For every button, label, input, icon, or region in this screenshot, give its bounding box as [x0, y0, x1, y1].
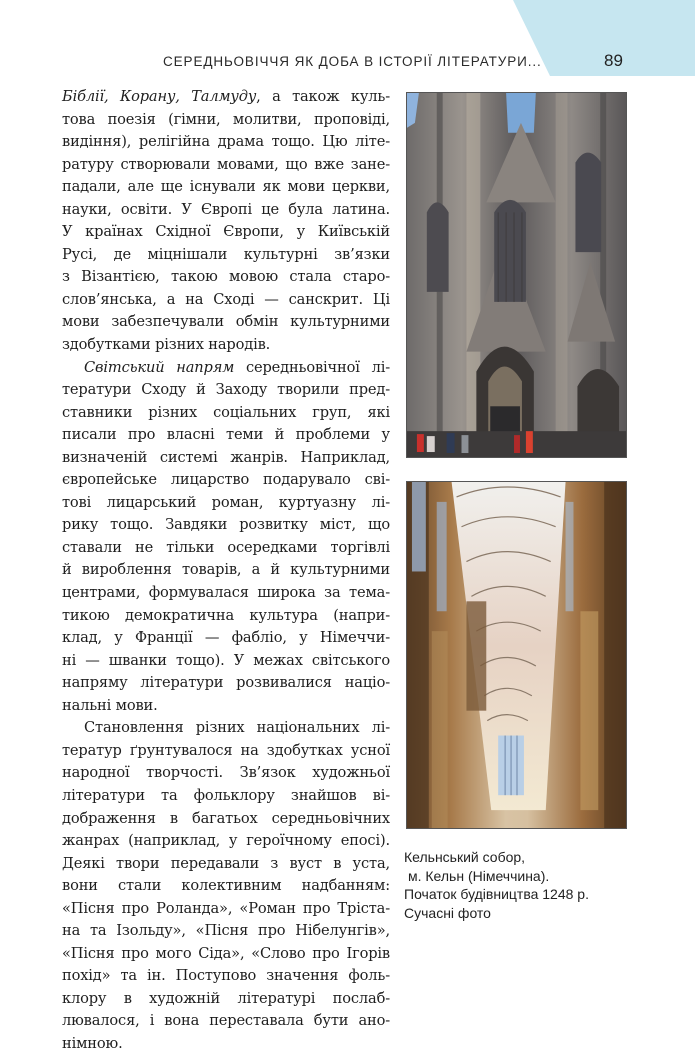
text-line: [62, 311, 390, 334]
text-line: [62, 943, 390, 966]
line-text: ставники різних соціальних груп, які: [62, 403, 390, 421]
line-text: ні — шванки тощо). У межах світського: [62, 651, 390, 669]
text-line: [62, 695, 390, 718]
text-line: [62, 808, 390, 831]
line-text: клад, у Франції — фабліо, у Німеччи-: [62, 629, 390, 647]
line-text: напряму літератури розвивалися націо-: [62, 674, 390, 692]
line-text: ставали не тільки осередками торгівлі: [62, 538, 390, 556]
text-line: [62, 154, 390, 177]
text-line: [62, 830, 390, 853]
body-text: [62, 86, 390, 1056]
text-line: [62, 920, 390, 943]
line-text: науки, освіти. У Європі це була латина.: [62, 200, 390, 218]
text-line: [62, 199, 390, 222]
page-number: 89: [604, 51, 623, 70]
paragraph: [62, 717, 390, 1055]
line-text: здобутками різних народів.: [62, 336, 271, 354]
figure-caption: [404, 848, 664, 922]
line-text: центрами, формувалася широка за тема-: [62, 584, 390, 602]
line-text: похід» та ін. Поступово значення фоль-: [62, 967, 390, 985]
line-text: Становлення різних національних лі-: [84, 719, 390, 737]
line-text: «Пісня про мого Сіда», «Слово про Ігорів: [62, 944, 390, 962]
line-text: лювалося, і вона переставала бути ано-: [62, 1012, 390, 1030]
text-line: [62, 492, 390, 515]
line-text: німною.: [62, 1034, 123, 1052]
line-text: дображення в багатьох середньовічних: [62, 809, 390, 827]
line-text: писали про власні теми й проблеми у: [62, 426, 390, 444]
line-text: вони стали колективним надбанням:: [62, 877, 390, 895]
text-line: [62, 762, 390, 785]
text-line: [62, 740, 390, 763]
text-line: [62, 1010, 390, 1033]
line-text: «Пісня про Роланда», «Роман про Трiста-: [62, 899, 390, 917]
text-line: [62, 379, 390, 402]
text-line: [62, 537, 390, 560]
running-title: СЕРЕДНЬОВІЧЧЯ ЯК ДОБА В ІСТОРІЇ ЛІТЕРАТУРИ...: [163, 54, 542, 69]
text-line: [62, 244, 390, 267]
line-text: європейське лицарство подарувало сві-: [62, 471, 390, 489]
line-text: У країнах Східної Європи, у Київській: [62, 223, 390, 241]
line-text: й вироблення товарів, а й культурними: [62, 561, 390, 579]
text-line: [62, 559, 390, 582]
text-line: [62, 898, 390, 921]
cathedral-exterior-image: [407, 93, 626, 457]
text-line: [62, 988, 390, 1011]
line-text: жанрах (наприклад, у героїчному епосі).: [62, 832, 390, 850]
line-text: нальні мови.: [62, 696, 158, 714]
text-line: [62, 1033, 390, 1056]
text-line: [62, 86, 390, 109]
text-line: [62, 289, 390, 312]
line-text: падали, але ще існували як мови церкви,: [62, 178, 390, 196]
caption-line: Сучасні фото: [404, 904, 491, 921]
line-text: тератури Сходу й Заходу творили пред-: [62, 381, 390, 399]
line-text: рику тощо. Завдяки розвитку міст, що: [62, 516, 390, 534]
photo-cathedral-interior: [406, 481, 627, 829]
line-text: клору в художній літературі послаб-: [62, 989, 390, 1007]
paragraph: [62, 86, 390, 357]
line-text: , а також куль-: [256, 88, 390, 105]
line-text: середньовічної лі-: [234, 358, 390, 376]
line-text: ратуру створювали мовами, що вже зане-: [62, 155, 390, 173]
line-text: тератур ґрунтувалося на здобутках усної: [62, 741, 390, 759]
cathedral-interior-image: [407, 482, 626, 828]
line-text: народної творчості. Зв’язок художньої: [62, 764, 390, 782]
line-text: Русі, де міцнішали культурні зв’язки: [62, 245, 390, 263]
text-line: [62, 672, 390, 695]
text-line: [62, 853, 390, 876]
line-text: визначеній системі жанрів. Наприклад,: [62, 448, 390, 466]
line-text: слов’янська, а на Сході — санскрит. Ці: [62, 290, 390, 308]
text-line: [62, 717, 390, 740]
text-line: [62, 582, 390, 605]
line-text: тикою демократична культура (напри-: [62, 606, 390, 624]
text-line: [62, 402, 390, 425]
text-line: [62, 357, 390, 380]
text-line: [62, 605, 390, 628]
italic-term: Світський напрям: [84, 358, 235, 376]
line-text: видіння), релігійна драма тощо. Цю літе-: [62, 133, 390, 151]
text-line: [62, 627, 390, 650]
text-line: [62, 176, 390, 199]
text-line: [62, 266, 390, 289]
text-line: [62, 221, 390, 244]
line-text: мови забезпечували обмін культурними: [62, 313, 390, 331]
caption-line: Кельнський собор,: [404, 849, 526, 865]
text-line: [62, 447, 390, 470]
caption-line: Початок будівництва 1248 р.: [404, 886, 589, 902]
text-line: [62, 334, 390, 357]
italic-term: Біблії, Корану, Талмуду: [62, 88, 257, 105]
line-text: літератури та фольклору знайшов ві-: [62, 786, 390, 804]
text-line: [62, 650, 390, 673]
caption-line: м. Кельн (Німеччина).: [408, 867, 550, 884]
text-line: [62, 875, 390, 898]
text-line: [62, 109, 390, 132]
text-line: [62, 785, 390, 808]
line-text: на та Ізольду», «Пісня про Нібелунгів»,: [62, 922, 390, 940]
line-text: Деякі твори передавали з вуст в уста,: [62, 854, 390, 872]
line-text: з Візантією, такою мовою стала старо-: [62, 268, 390, 286]
paragraph: [62, 357, 390, 718]
text-line: [62, 424, 390, 447]
photo-cathedral-exterior: [406, 92, 627, 458]
text-line: [62, 469, 390, 492]
line-text: тові лицарський роман, куртуазну лі-: [62, 493, 390, 511]
text-line: [62, 965, 390, 988]
text-line: [62, 514, 390, 537]
text-line: [62, 131, 390, 154]
line-text: това поезія (гімни, молитви, проповіді,: [62, 110, 390, 128]
